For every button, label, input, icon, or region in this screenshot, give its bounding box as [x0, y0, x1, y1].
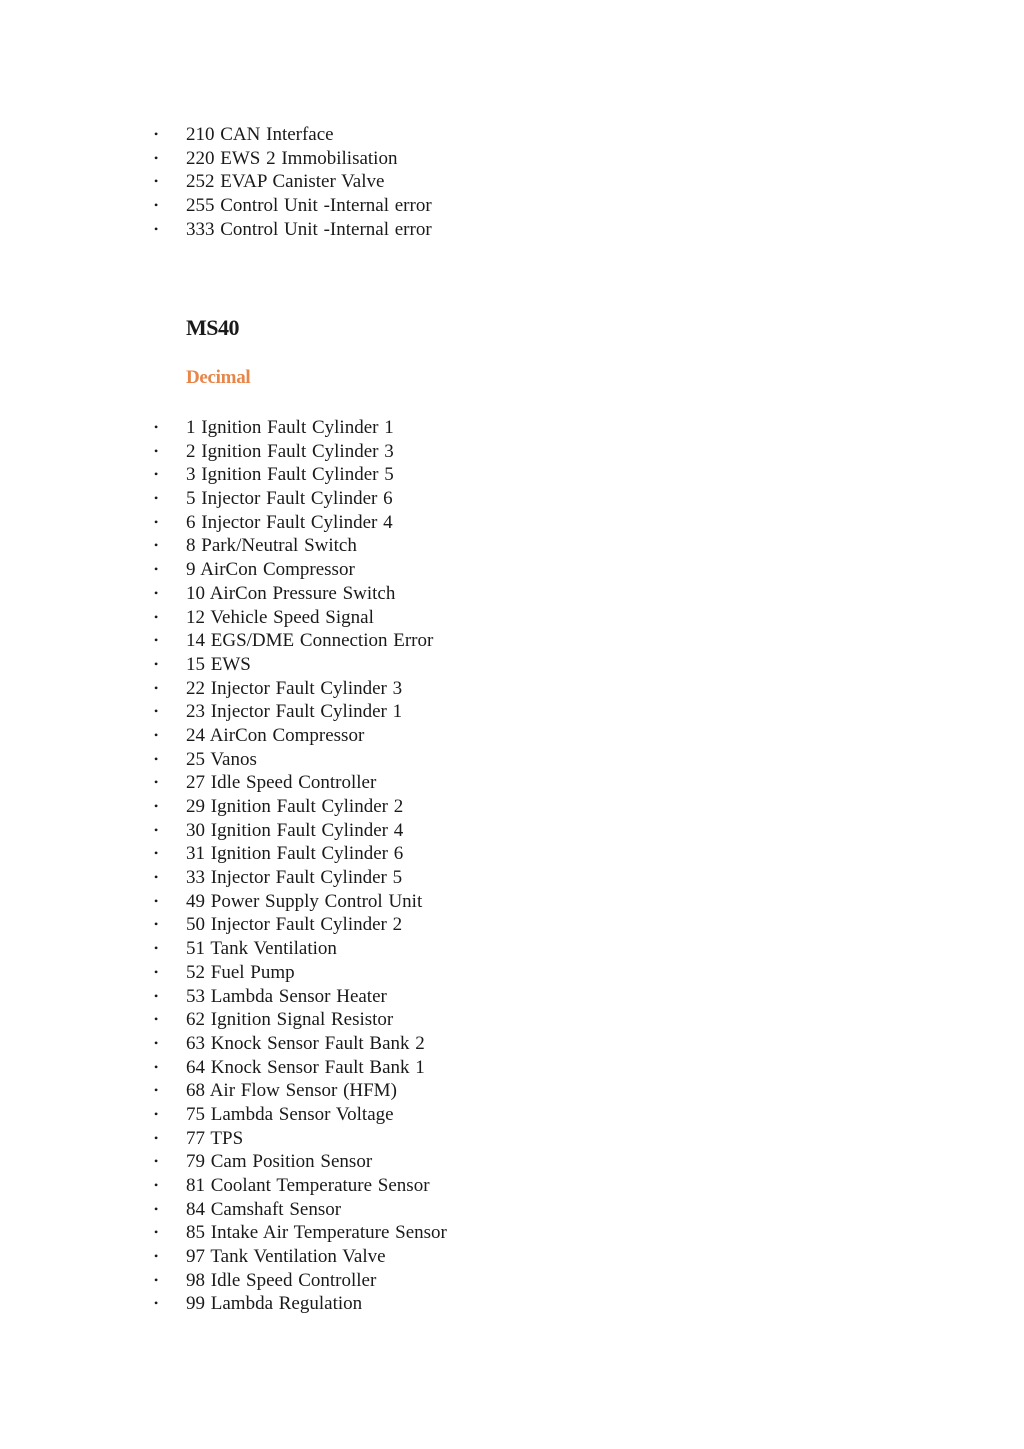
list-item: [150, 194, 850, 218]
list-item: [150, 1032, 850, 1056]
list-item: [150, 1269, 850, 1293]
bullet-icon: •: [154, 727, 159, 742]
fault-code-text: 24 AirCon Compressor: [186, 724, 365, 746]
fault-code-text: 49 Power Supply Control Unit: [186, 890, 423, 912]
section-title: MS40: [186, 315, 239, 340]
list-item: [150, 1245, 850, 1269]
fault-code-text: 84 Camshaft Sensor: [186, 1198, 342, 1220]
list-item: [150, 1174, 850, 1198]
fault-code-text: 9 AirCon Compressor: [186, 559, 355, 581]
bullet-icon: •: [154, 174, 159, 189]
fault-code-text: 79 Cam Position Sensor: [186, 1151, 373, 1173]
bullet-icon: •: [154, 420, 159, 434]
bullet-icon: •: [154, 893, 159, 908]
fault-code-text: 27 Idle Speed Controller: [186, 772, 377, 794]
bullet-icon: •: [154, 585, 159, 600]
bullet-icon: •: [154, 633, 159, 648]
list-item: [150, 985, 850, 1009]
bullet-icon: •: [154, 1012, 159, 1027]
fault-code-text: 51 Tank Ventilation: [186, 938, 337, 960]
bullet-icon: •: [154, 1296, 159, 1311]
bullet-icon: •: [154, 514, 159, 529]
bullet-icon: •: [154, 941, 159, 956]
bullet-icon: •: [154, 562, 159, 577]
list-item: [150, 123, 850, 147]
bullet-icon: •: [154, 1083, 159, 1098]
bullet-icon: •: [154, 917, 159, 932]
fault-code-text: 23 Injector Fault Cylinder 1: [186, 701, 403, 723]
list-item: [150, 218, 850, 242]
list-item: [150, 866, 850, 890]
bullet-icon: •: [154, 609, 159, 624]
bullet-icon: •: [154, 1178, 159, 1192]
fault-code-list-top: [150, 123, 850, 241]
fault-code-text: 252 EVAP Canister Valve: [186, 171, 385, 193]
fault-code-text: 220 EWS 2 Immobilisation: [186, 147, 398, 169]
bullet-icon: •: [154, 680, 159, 695]
bullet-icon: •: [154, 538, 159, 553]
fault-code-text: 53 Lambda Sensor Heater: [186, 985, 387, 1007]
fault-code-text: 5 Injector Fault Cylinder 6: [186, 488, 393, 510]
list-item: [150, 1150, 850, 1174]
fault-code-text: 1 Ignition Fault Cylinder 1: [186, 417, 394, 438]
fault-code-text: 75 Lambda Sensor Voltage: [186, 1103, 394, 1125]
bullet-icon: •: [154, 1249, 159, 1264]
fault-code-text: 81 Coolant Temperature Sensor: [186, 1175, 430, 1196]
bullet-icon: •: [154, 704, 159, 719]
fault-code-text: 22 Injector Fault Cylinder 3: [186, 677, 403, 699]
fault-code-text: 15 EWS: [186, 653, 251, 675]
bullet-icon: •: [154, 1201, 159, 1216]
fault-code-text: 10 AirCon Pressure Switch: [186, 582, 396, 604]
fault-code-text: 62 Ignition Signal Resistor: [186, 1009, 394, 1031]
bullet-icon: •: [154, 751, 159, 766]
fault-code-list-ms40: [150, 416, 850, 1316]
bullet-icon: •: [154, 1106, 159, 1121]
list-item: [150, 534, 850, 558]
fault-code-text: 31 Ignition Fault Cylinder 6: [186, 843, 404, 865]
bullet-icon: •: [154, 491, 159, 506]
fault-code-text: 97 Tank Ventilation Valve: [186, 1246, 386, 1268]
list-item: [150, 771, 850, 795]
list-item: [150, 677, 850, 701]
bullet-icon: •: [154, 775, 159, 790]
fault-code-text: 2 Ignition Fault Cylinder 3: [186, 440, 394, 462]
fault-code-text: 29 Ignition Fault Cylinder 2: [186, 796, 404, 817]
fault-code-text: 77 TPS: [186, 1127, 244, 1149]
list-item: [150, 463, 850, 487]
fault-code-text: 8 Park/Neutral Switch: [186, 535, 357, 557]
list-item: [150, 913, 850, 937]
bullet-icon: •: [154, 467, 159, 482]
bullet-icon: •: [154, 127, 159, 141]
fault-code-text: 64 Knock Sensor Fault Bank 1: [186, 1056, 425, 1078]
fault-code-text: 25 Vanos: [186, 748, 257, 770]
fault-code-text: 210 CAN Interface: [186, 124, 334, 145]
bullet-icon: •: [154, 150, 159, 165]
fault-code-text: 3 Ignition Fault Cylinder 5: [186, 464, 394, 486]
list-item: [150, 819, 850, 843]
fault-code-text: 333 Control Unit -Internal error: [186, 218, 432, 240]
list-item: [150, 700, 850, 724]
fault-code-text: 6 Injector Fault Cylinder 4: [186, 511, 393, 533]
list-item: [150, 416, 850, 440]
fault-code-text: 98 Idle Speed Controller: [186, 1269, 377, 1291]
fault-code-text: 52 Fuel Pump: [186, 961, 295, 983]
list-item: [150, 1103, 850, 1127]
bullet-icon: •: [154, 846, 159, 861]
list-item: [150, 440, 850, 464]
list-item: [150, 724, 850, 748]
list-item: [150, 961, 850, 985]
bullet-icon: •: [154, 822, 159, 837]
bullet-icon: •: [154, 870, 159, 885]
list-item: [150, 653, 850, 677]
fault-code-text: 14 EGS/DME Connection Error: [186, 630, 434, 652]
bullet-icon: •: [154, 1154, 159, 1169]
bullet-icon: •: [154, 799, 159, 813]
fault-code-text: 30 Ignition Fault Cylinder 4: [186, 819, 404, 841]
list-item: [150, 487, 850, 511]
list-item: [150, 1198, 850, 1222]
list-item: [150, 1056, 850, 1080]
section-subtitle: Decimal: [186, 367, 251, 388]
bullet-icon: •: [154, 964, 159, 979]
bullet-icon: •: [154, 656, 159, 671]
fault-code-text: 99 Lambda Regulation: [186, 1293, 363, 1315]
list-item: [150, 558, 850, 582]
fault-code-text: 33 Injector Fault Cylinder 5: [186, 867, 403, 889]
list-item: [150, 937, 850, 961]
bullet-icon: •: [154, 1272, 159, 1287]
bullet-icon: •: [154, 1035, 159, 1050]
bullet-icon: •: [154, 1130, 159, 1145]
bullet-icon: •: [154, 198, 159, 213]
fault-code-text: 12 Vehicle Speed Signal: [186, 606, 374, 628]
fault-code-text: 63 Knock Sensor Fault Bank 2: [186, 1032, 425, 1054]
bullet-icon: •: [154, 1225, 159, 1240]
list-item: [150, 511, 850, 535]
list-item: [150, 170, 850, 194]
bullet-icon: •: [154, 1059, 159, 1074]
list-item: [150, 890, 850, 914]
list-item: [150, 748, 850, 772]
list-item: [150, 1079, 850, 1103]
list-item: [150, 606, 850, 630]
list-item: [150, 147, 850, 171]
list-item: [150, 1008, 850, 1032]
list-item: [150, 842, 850, 866]
fault-code-text: 68 Air Flow Sensor (HFM): [186, 1080, 397, 1102]
bullet-icon: •: [154, 443, 159, 458]
list-item: [150, 582, 850, 606]
list-item: [150, 1221, 850, 1245]
list-item: [150, 1127, 850, 1151]
fault-code-text: 85 Intake Air Temperature Sensor: [186, 1222, 447, 1244]
fault-code-text: 50 Injector Fault Cylinder 2: [186, 914, 403, 936]
list-item: [150, 795, 850, 819]
list-item: [150, 1292, 850, 1316]
bullet-icon: •: [154, 988, 159, 1003]
bullet-icon: •: [154, 221, 159, 236]
fault-code-text: 255 Control Unit -Internal error: [186, 195, 432, 217]
list-item: [150, 629, 850, 653]
